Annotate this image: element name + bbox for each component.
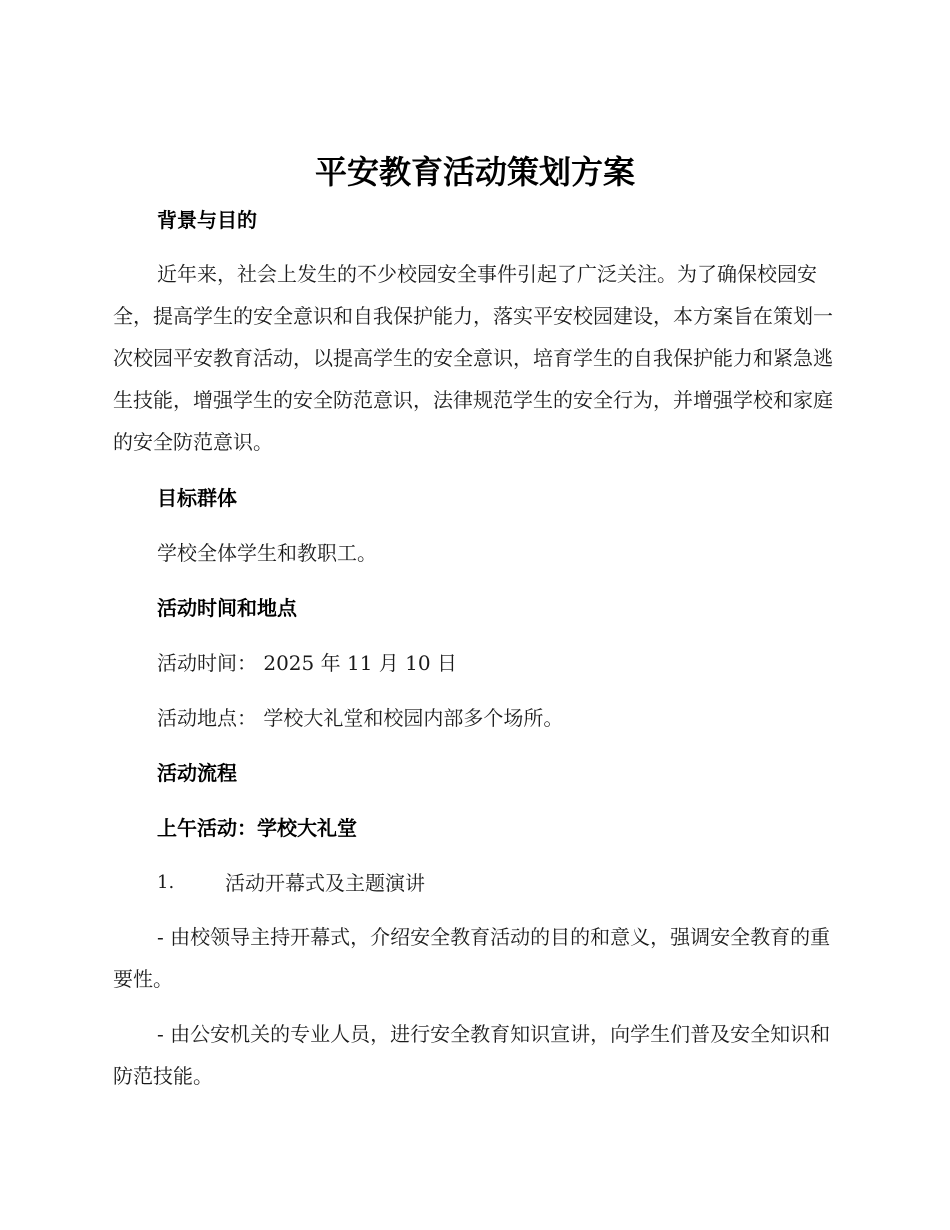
bullet-police-lecture: - 由公安机关的专业人员，进行安全教育知识宣讲，向学生们普及安全知识和防范技能。: [113, 1022, 831, 1088]
text-time: 活动时间： 2025 年 11 月 10 日: [157, 651, 457, 675]
paragraph-background: 近年来，社会上发生的不少校园安全事件引起了广泛关注。为了确保校园安全，提高学生的安全意识和自我保护能力，落实平安校园建设，本方案旨在策划一次校园平安教育活动，以提高学生的安全意识，培育学生的自我保护能力和紧急逃生技能，增强学生的安全防范意识，法律规范学生的安全行为，并增强学校和家庭的安全防范意识。: [113, 262, 833, 454]
heading-target: 目标群体: [157, 486, 237, 510]
heading-time-place: 活动时间和地点: [157, 596, 297, 620]
list-number: 1.: [157, 872, 175, 893]
subheading-morning: 上午活动：学校大礼堂: [157, 816, 357, 840]
heading-background: 背景与目的: [157, 208, 257, 232]
text-target: 学校全体学生和教职工。: [157, 541, 377, 565]
page-title: 平安教育活动策划方案: [314, 153, 635, 191]
text-place: 活动地点： 学校大礼堂和校园内部多个场所。: [157, 706, 564, 730]
list-item-text: 活动开幕式及主题演讲: [225, 871, 425, 895]
bullet-opening: - 由校领导主持开幕式，介绍安全教育活动的目的和意义，强调安全教育的重要性。: [113, 925, 831, 991]
heading-process: 活动流程: [157, 761, 237, 785]
